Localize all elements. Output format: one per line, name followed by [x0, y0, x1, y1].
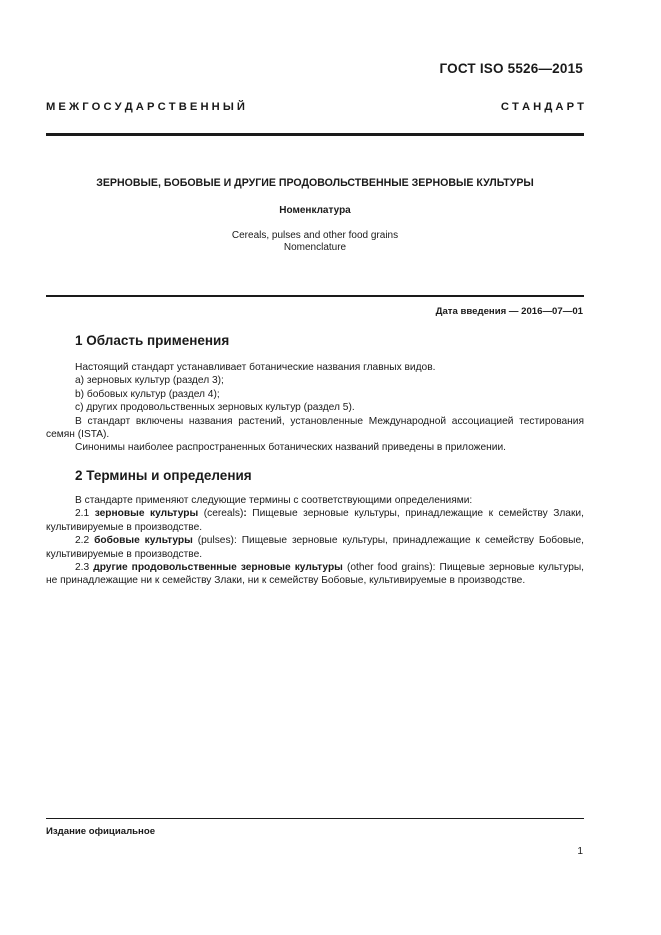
- scope-paragraph: В стандарт включены названия растений, установленные Международной ассоциацией тестирования семян (ISTA).: [46, 415, 584, 441]
- standard-word: С Т А Н Д А Р Т: [500, 101, 584, 113]
- list-item: a) зерновых культур (раздел 3);: [75, 375, 224, 387]
- term-text: Пищевые зерновые культуры, принадлежащие к семейству Бобовые, культивируемые в производстве.: [46, 535, 584, 560]
- term-text: Пищевые зерновые культуры, не принадлежащие ни к семейству Злаки, ни к семейству Бобовые, культивируемые в производстве.: [46, 562, 585, 587]
- section-1-heading: 1 Область применения: [75, 333, 230, 348]
- term-definition: [46, 561, 584, 588]
- list-item: c) других продовольственных зерновых культур (раздел 5).: [75, 402, 355, 414]
- term-definition: [46, 507, 584, 534]
- document-subtitle: Номенклатура: [279, 205, 351, 216]
- term-colon: :: [243, 508, 247, 520]
- document-code: ГОСТ ISO 5526—2015: [439, 61, 583, 76]
- document-title: ЗЕРНОВЫЕ, БОБОВЫЕ И ДРУГИЕ ПРОДОВОЛЬСТВЕННЫЕ ЗЕРНОВЫЕ КУЛЬТУРЫ: [96, 177, 534, 189]
- section-1-body: [46, 361, 584, 455]
- term-name: зерновые культуры: [94, 508, 199, 520]
- term-english: (pulses):: [197, 535, 237, 547]
- term-english: (cereals): [203, 508, 244, 520]
- synonyms-paragraph: Синонимы наиболее распространенных ботанических названий приведены в приложении.: [75, 442, 506, 454]
- page-number: 1: [577, 846, 583, 857]
- section-2-body: [46, 494, 584, 588]
- english-subtitle-line: Nomenclature: [283, 242, 347, 253]
- edition-note: Издание официальное: [46, 826, 156, 837]
- term-name: бобовые культуры: [94, 535, 193, 547]
- interstate-word: М Е Ж Г О С У Д А Р С Т В Е Н Н Ы Й: [46, 101, 245, 113]
- term-english: (other food grains):: [346, 562, 436, 574]
- term-number: 2.1: [75, 508, 90, 520]
- scope-sentence: Настоящий стандарт устанавливает ботанические названия главных видов.: [75, 362, 436, 373]
- term-definition: [46, 534, 584, 561]
- term-number: 2.2: [75, 535, 90, 547]
- english-title-line: Cereals, pulses and other food grains: [231, 230, 399, 241]
- term-text: Пищевые зерновые культуры, принадлежащие к семейству Злаки, культивируемые в производстве.: [46, 508, 584, 533]
- term-name: другие продовольственные зерновые культуры: [93, 562, 343, 574]
- term-number: 2.3: [75, 562, 90, 574]
- list-item: b) бобовых культур (раздел 4);: [75, 388, 220, 400]
- footer-rule: [46, 818, 584, 819]
- section-2-heading: 2 Термины и определения: [75, 468, 252, 483]
- interstate-standard-banner: [46, 101, 584, 113]
- middle-rule: [46, 295, 584, 297]
- top-rule: [46, 133, 584, 136]
- english-title: [46, 230, 584, 254]
- introduction-date: Дата введения — 2016—07—01: [435, 306, 583, 317]
- terms-intro: В стандарте применяют следующие термины с соответствующими определениями:: [75, 495, 473, 506]
